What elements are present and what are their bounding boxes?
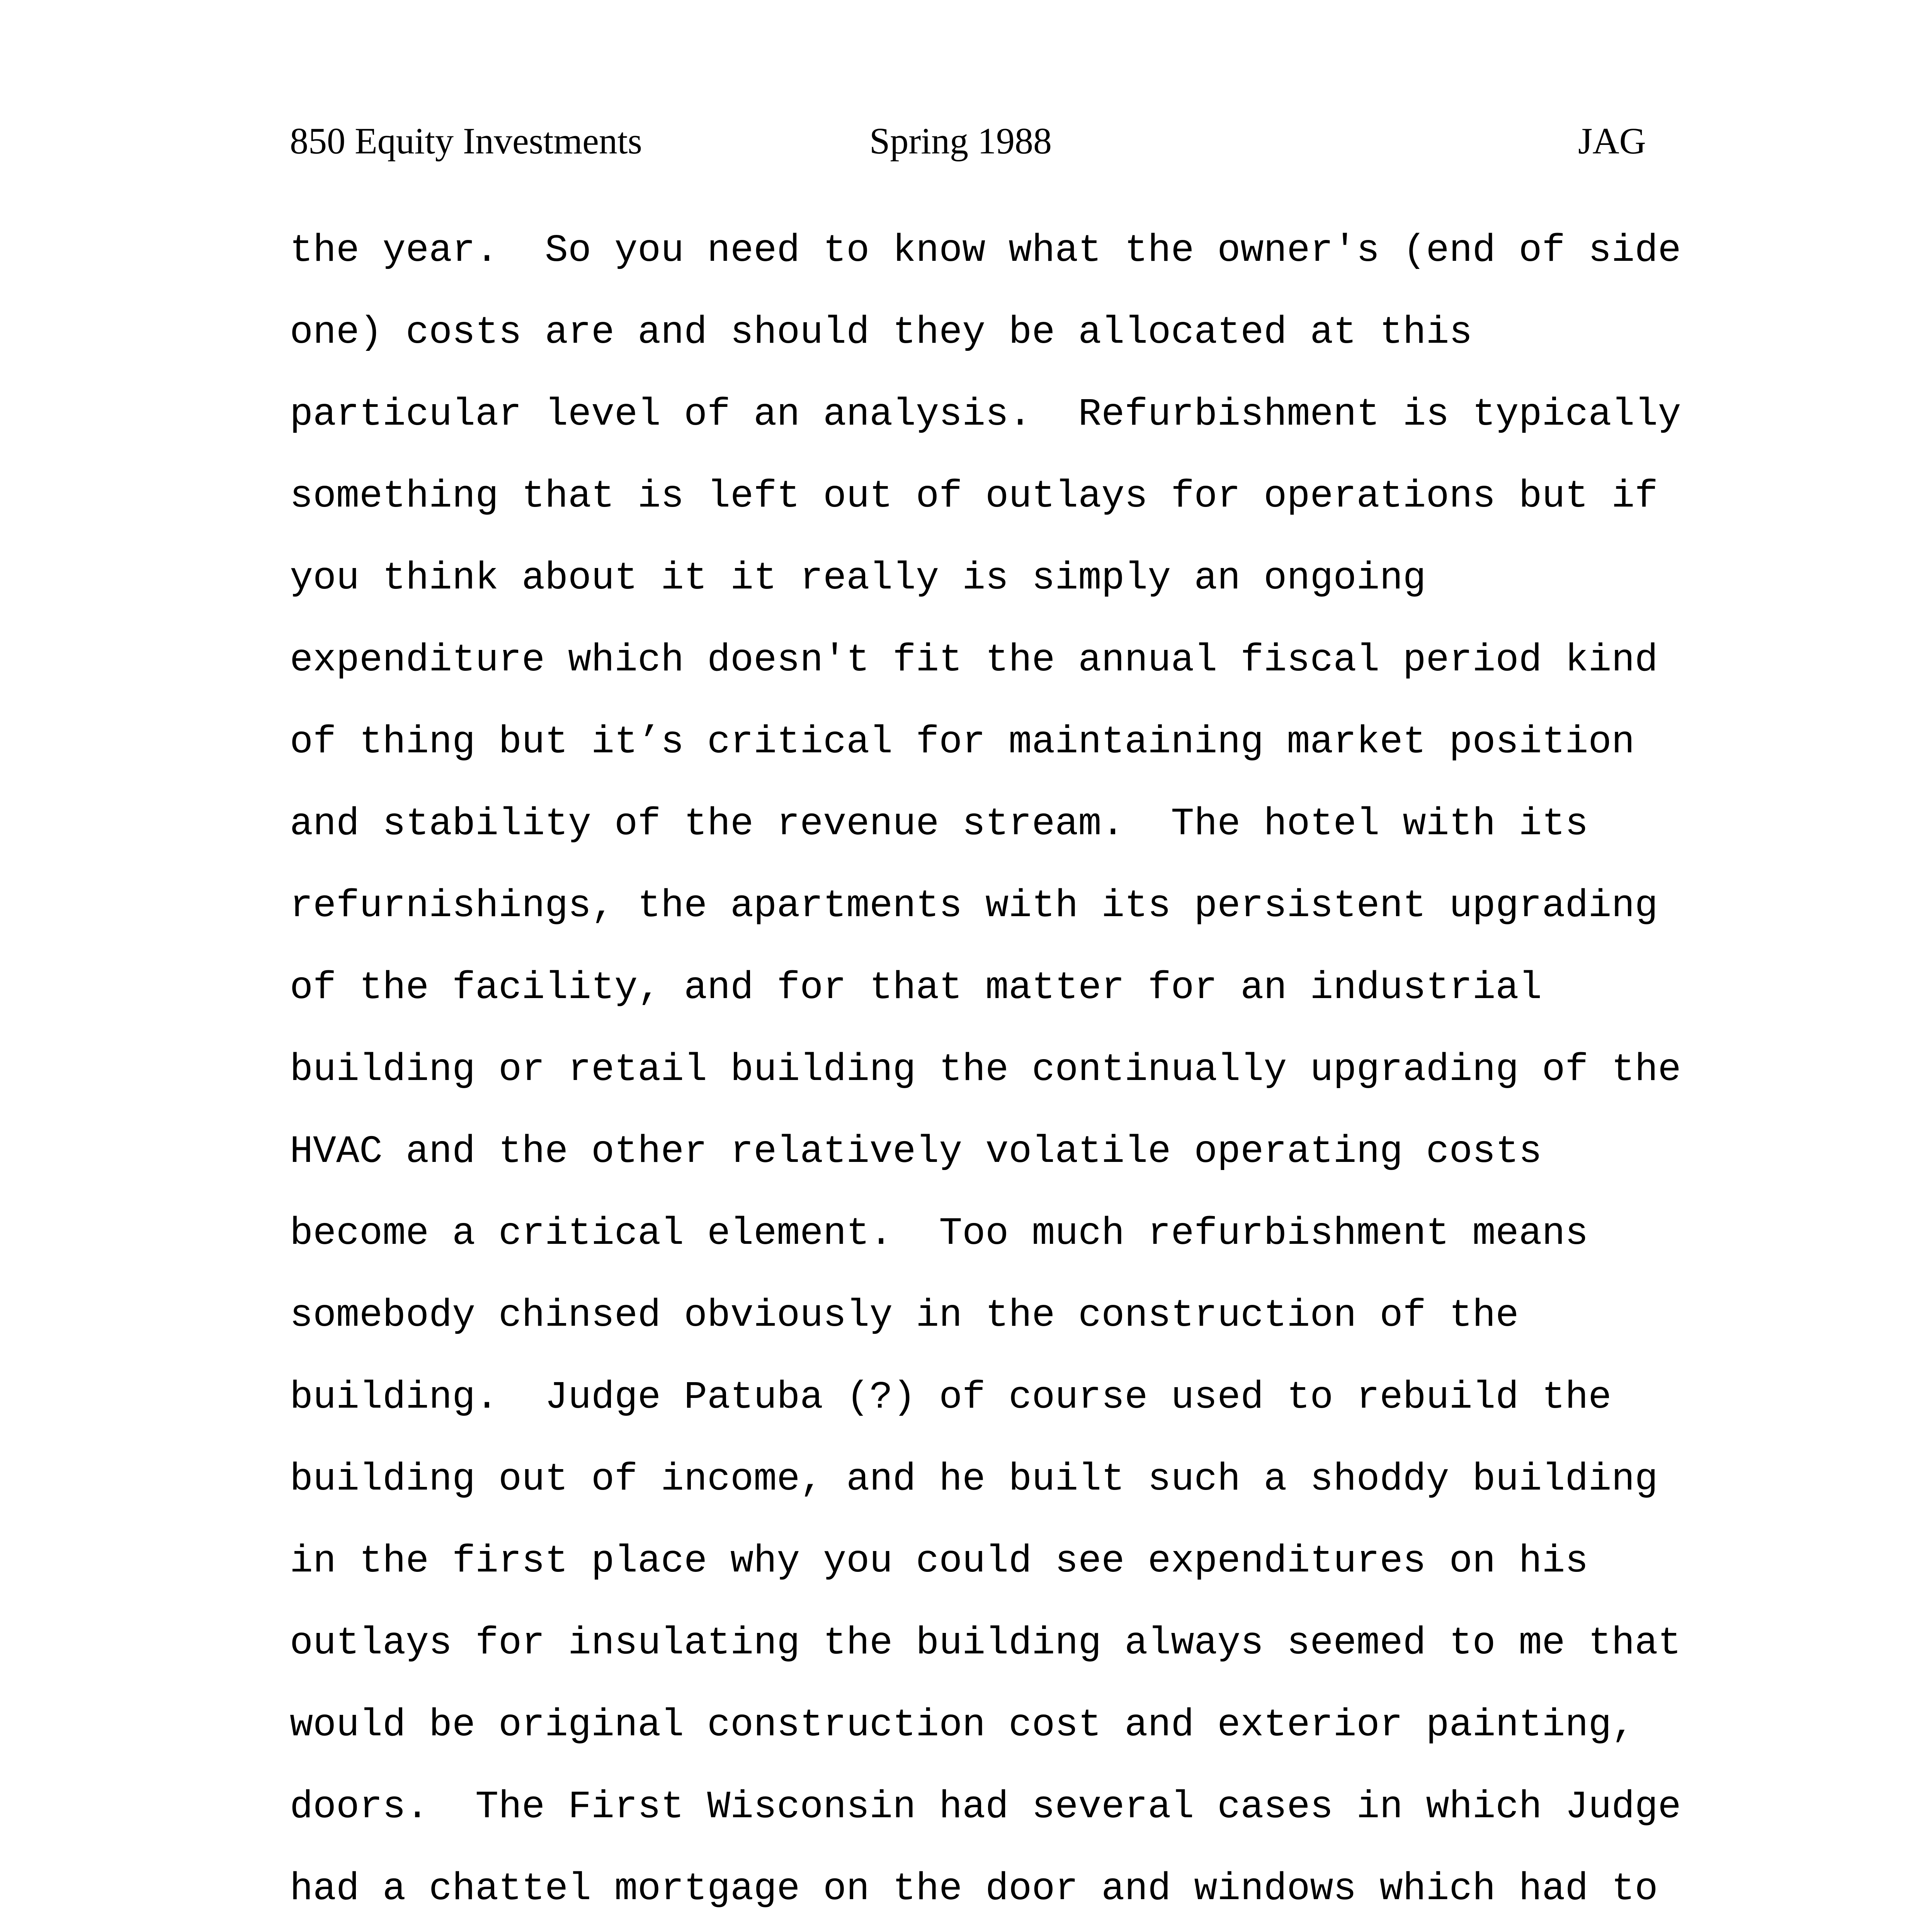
header-course-title: 850 Equity Investments [290,120,642,162]
text-line: expenditure which doesn't fit the annual fiscal period kind [290,639,1658,682]
text-line: building or retail building the continually upgrading of the [290,1048,1681,1092]
text-line: and stability of the revenue stream. The hotel with its [290,803,1588,846]
text-line: outlays for insulating the building always seemed to me that [290,1622,1681,1665]
text-line: had a chattel mortgage on the door and windows which had to [290,1867,1658,1911]
text-line: of the facility, and for that matter for an industrial [290,966,1542,1010]
text-line: of thing but it’s critical for maintaining market position [290,721,1635,764]
running-header [290,112,1646,170]
text-line: you think about it it really is simply an ongoing [290,557,1426,600]
text-line: refurnishings, the apartments with its persistent upgrading [290,884,1658,928]
text-line: HVAC and the other relatively volatile operating costs [290,1130,1542,1174]
transcript-body [290,224,1704,1932]
text-line: one) costs are and should they be allocated at this [290,311,1473,355]
text-line: building. Judge Patuba (?) of course used to rebuild the [290,1376,1612,1420]
text-line: become a critical element. Too much refurbishment means [290,1212,1588,1256]
text-line: doors. The First Wisconsin had several cases in which Judge [290,1786,1681,1829]
text-line: somebody chinsed obviously in the construction of the [290,1294,1519,1338]
header-author-initials: JAG [1578,120,1646,162]
text-line: something that is left out of outlays for operations but if [290,475,1658,519]
text-line: the year. So you need to know what the owner's (end of side [290,229,1681,273]
text-line: building out of income, and he built such a shoddy building [290,1458,1658,1502]
header-term: Spring 1988 [869,120,1052,162]
text-line: particular level of an analysis. Refurbishment is typically [290,393,1681,437]
text-line: would be original construction cost and exterior painting, [290,1704,1635,1747]
text-line: in the first place why you could see expenditures on his [290,1540,1588,1583]
